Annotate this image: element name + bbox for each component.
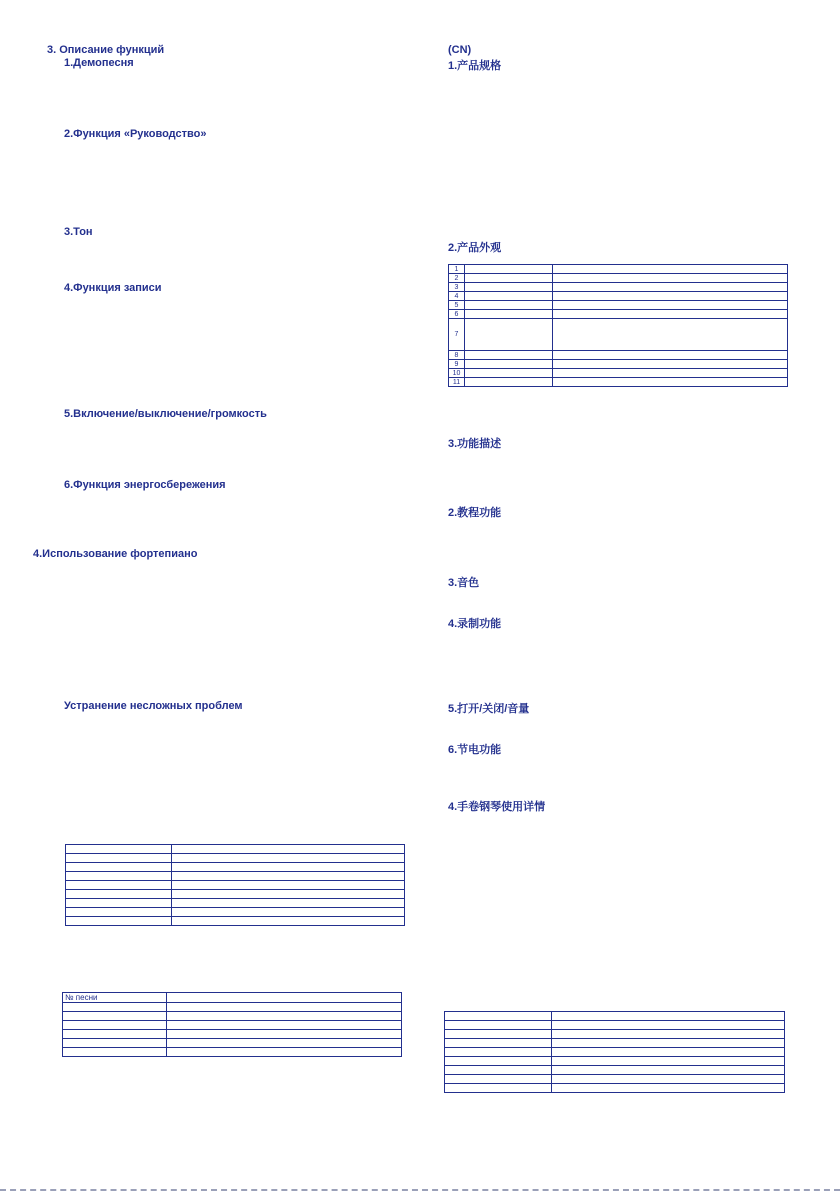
cn-tone-heading: 3.音色 bbox=[448, 577, 480, 589]
cn-func-desc-heading: 3.功能描述 bbox=[448, 438, 502, 450]
cn-parts-table bbox=[448, 264, 788, 387]
table-row bbox=[445, 1066, 785, 1075]
table-row bbox=[449, 360, 788, 369]
cn-record-heading: 4.录制功能 bbox=[448, 618, 502, 630]
table-row bbox=[449, 283, 788, 292]
cn-lang-label: (CN) bbox=[448, 44, 472, 56]
part-number: 7 bbox=[449, 319, 465, 351]
ru-troubleshoot-heading: Устранение несложных проблем bbox=[64, 700, 243, 712]
table-row bbox=[66, 872, 405, 881]
part-number: 11 bbox=[449, 378, 465, 387]
table-row bbox=[445, 1012, 785, 1021]
part-number: 9 bbox=[449, 360, 465, 369]
table-row bbox=[66, 863, 405, 872]
ru-demo-heading: 1.Демопесня bbox=[64, 57, 134, 69]
table-row bbox=[445, 1030, 785, 1039]
song-number-header: № песни bbox=[63, 993, 167, 1003]
ru-table-1 bbox=[65, 844, 405, 926]
table-row bbox=[445, 1084, 785, 1093]
part-number: 8 bbox=[449, 351, 465, 360]
table-row bbox=[449, 301, 788, 310]
table-row bbox=[63, 993, 402, 1003]
part-number: 3 bbox=[449, 283, 465, 292]
cn-tutorial-heading: 2.教程功能 bbox=[448, 507, 502, 519]
table-row bbox=[63, 1048, 402, 1057]
ru-energy-heading: 6.Функция энергосбережения bbox=[64, 479, 226, 491]
part-number: 1 bbox=[449, 265, 465, 274]
table-row bbox=[66, 899, 405, 908]
cn-appearance-heading: 2.产品外观 bbox=[448, 242, 502, 254]
cn-bottom-table bbox=[444, 1011, 785, 1093]
table-row bbox=[449, 292, 788, 301]
table-row bbox=[449, 310, 788, 319]
table-row bbox=[63, 1030, 402, 1039]
table-row bbox=[66, 845, 405, 854]
table-row bbox=[449, 274, 788, 283]
table-row bbox=[449, 369, 788, 378]
cn-spec-heading: 1.产品规格 bbox=[448, 60, 502, 72]
ru-power-heading: 5.Включение/выключение/громкость bbox=[64, 408, 267, 420]
ru-tone-heading: 3.Тон bbox=[64, 226, 93, 238]
table-row bbox=[449, 265, 788, 274]
ru-song-table bbox=[62, 992, 402, 1057]
part-number: 2 bbox=[449, 274, 465, 283]
cn-saving-heading: 6.节电功能 bbox=[448, 744, 502, 756]
ru-section3-heading: 3. Описание функций bbox=[47, 44, 165, 56]
table-row bbox=[63, 1039, 402, 1048]
ru-tutorial-heading: 2.Функция «Руководство» bbox=[64, 128, 207, 140]
table-row bbox=[66, 908, 405, 917]
cn-usage-heading: 4.手卷钢琴使用详情 bbox=[448, 801, 546, 813]
cn-power-heading: 5.打开/关闭/音量 bbox=[448, 703, 530, 715]
table-row bbox=[445, 1048, 785, 1057]
part-number: 5 bbox=[449, 301, 465, 310]
table-row bbox=[449, 378, 788, 387]
page-bottom-divider bbox=[0, 1189, 840, 1191]
table-row bbox=[63, 1003, 402, 1012]
ru-record-heading: 4.Функция записи bbox=[64, 282, 162, 294]
table-row bbox=[63, 1021, 402, 1030]
table-row bbox=[445, 1057, 785, 1066]
table-row bbox=[449, 319, 788, 351]
table-row bbox=[66, 854, 405, 863]
table-row bbox=[66, 890, 405, 899]
part-number: 4 bbox=[449, 292, 465, 301]
table-row bbox=[449, 351, 788, 360]
table-row bbox=[66, 881, 405, 890]
part-number: 10 bbox=[449, 369, 465, 378]
table-row bbox=[445, 1075, 785, 1084]
table-row bbox=[445, 1021, 785, 1030]
table-row bbox=[445, 1039, 785, 1048]
part-number: 6 bbox=[449, 310, 465, 319]
table-row bbox=[66, 917, 405, 926]
table-row bbox=[63, 1012, 402, 1021]
ru-section4-heading: 4.Использование фортепиано bbox=[33, 548, 198, 560]
